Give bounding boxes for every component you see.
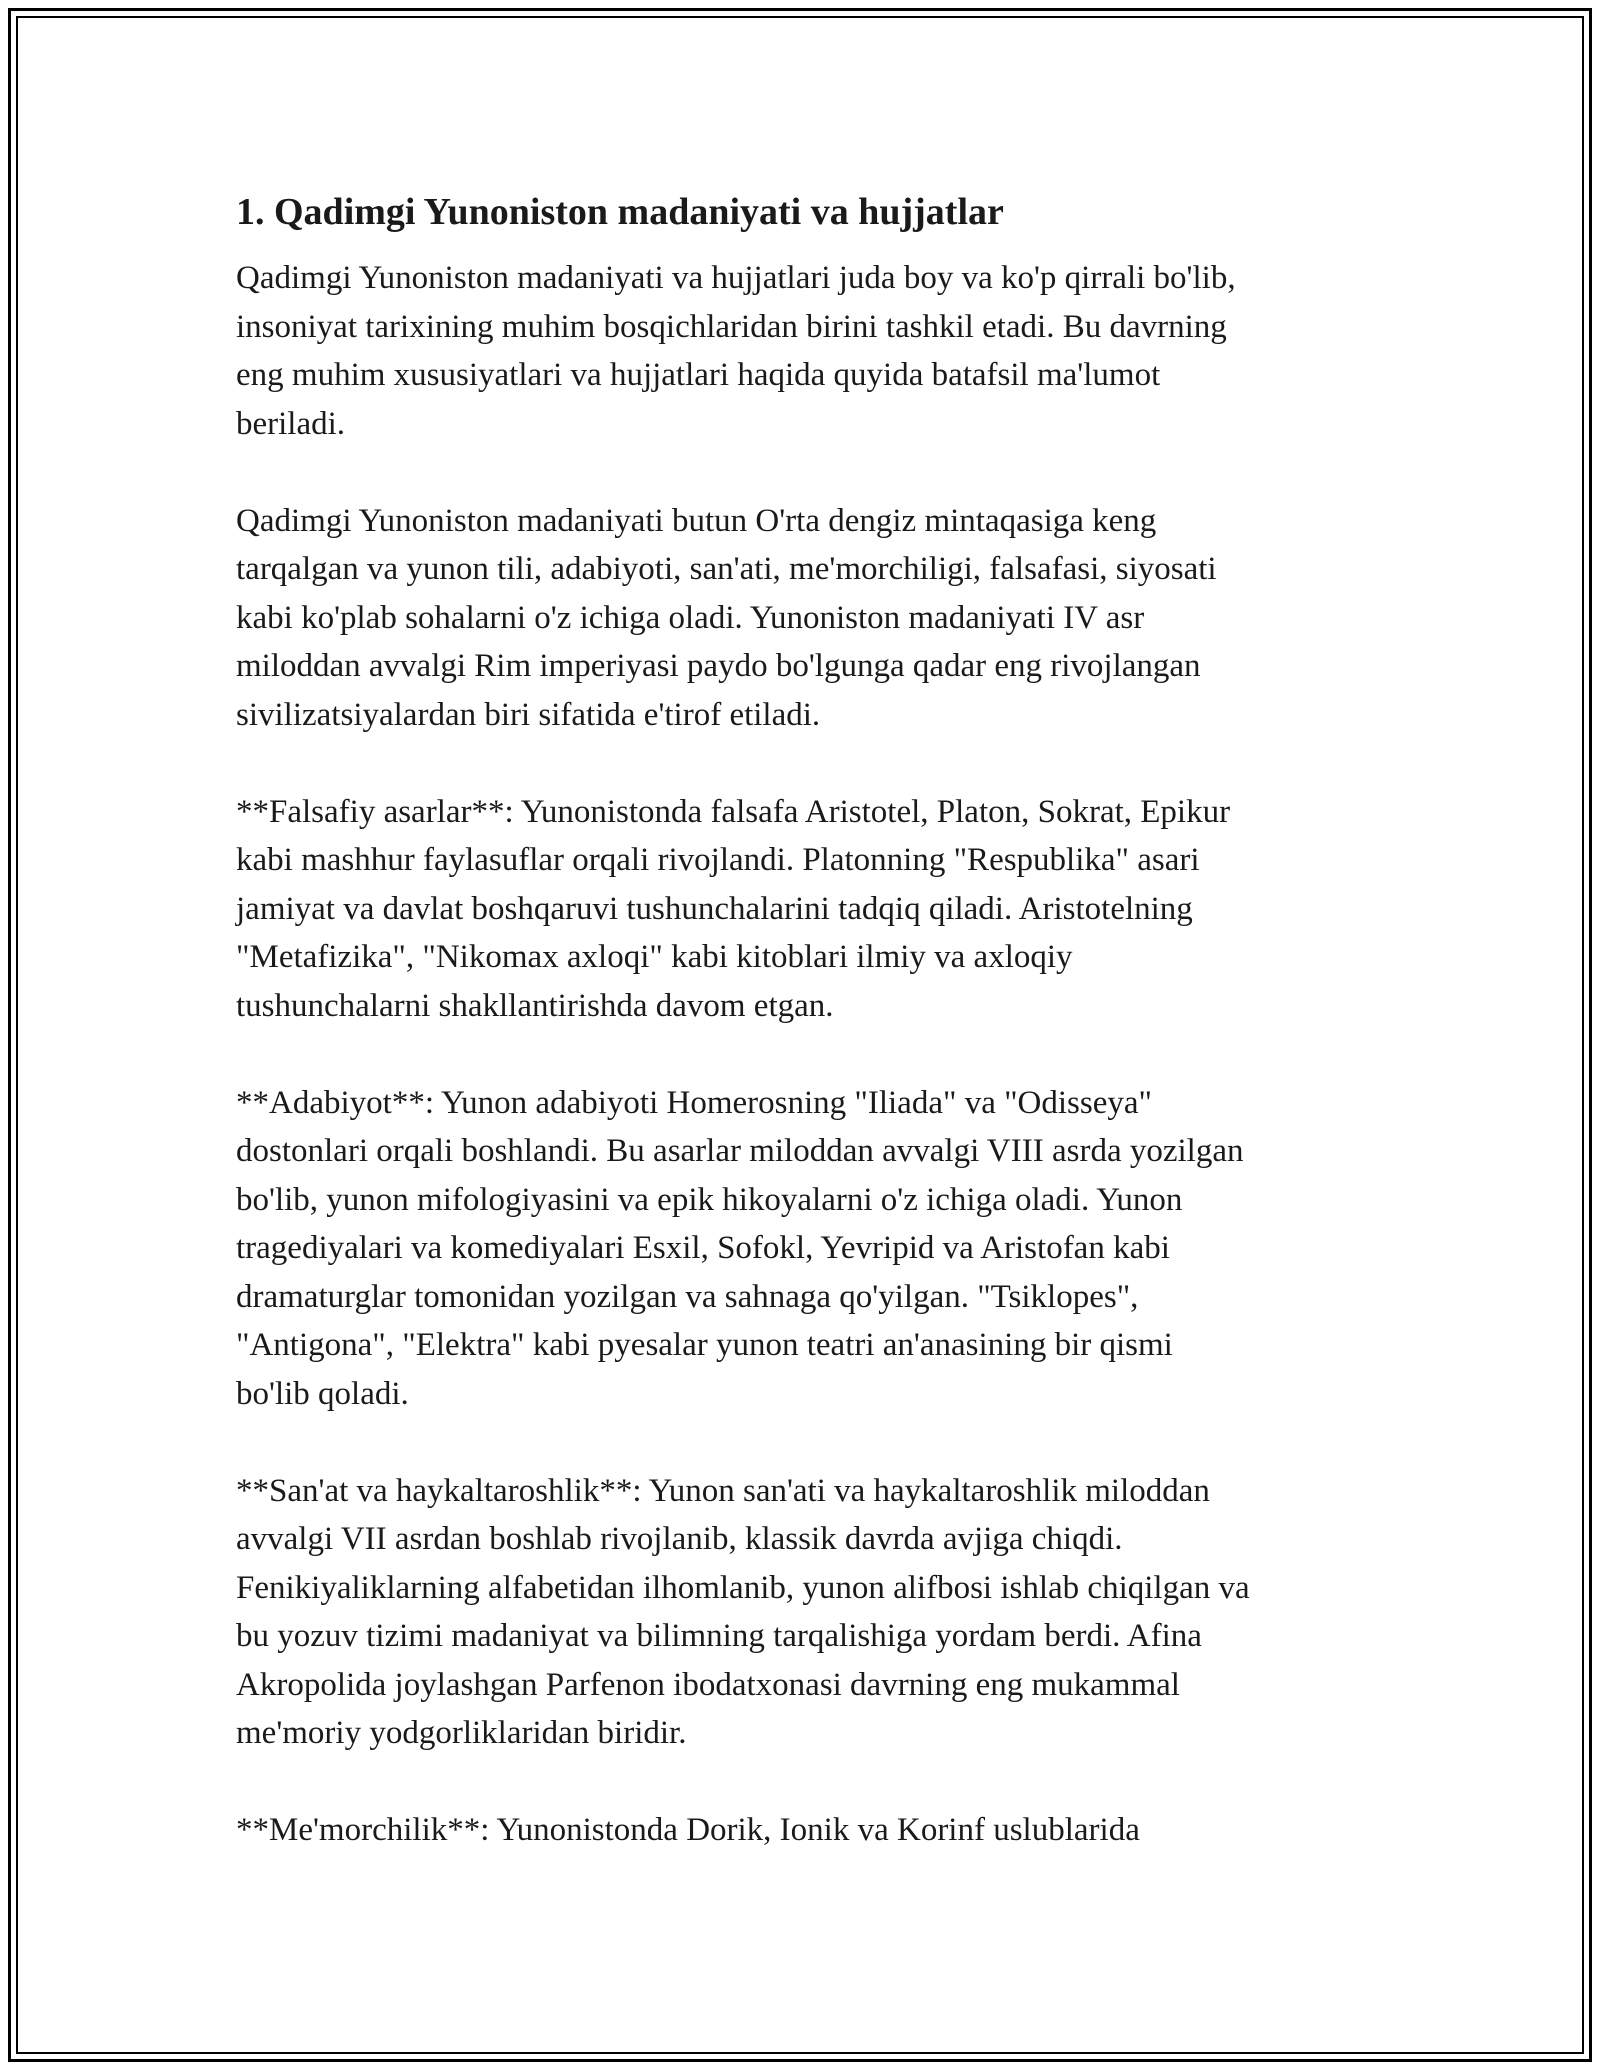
paragraph-literature xyxy=(236,1079,1376,1419)
text-line: me'moriy yodgorliklaridan biridir. xyxy=(236,1715,687,1751)
document-body xyxy=(236,186,1376,1903)
text-line: bo'lib qoladi. xyxy=(236,1375,409,1412)
section-heading: 1. Qadimgi Yunoniston madaniyati va hujjatlar xyxy=(236,191,1004,233)
text-line: Qadimgi Yunoniston madaniyati va hujjatlari juda boy va ko'p qirrali bo'lib, xyxy=(236,260,1236,296)
text-line: miloddan avvalgi Rim imperiyasi paydo bo'lgunga qadar eng rivojlangan xyxy=(236,648,1201,684)
text-line: Fenikiyaliklarning alfabetidan ilhomlanib, yunon alifbosi ishlab chiqilgan va xyxy=(236,1569,1250,1606)
text-line: insoniyat tarixining muhim bosqichlaridan birini tashkil etadi. Bu davrning xyxy=(236,308,1227,345)
text-line: **San'at va haykaltaroshlik**: Yunon san'ati va haykaltaroshlik miloddan xyxy=(236,1472,1210,1509)
text-line: avvalgi VII asrdan boshlab rivojlanib, klassik davrda avjiga chiqdi. xyxy=(236,1521,1123,1557)
text-line: **Adabiyot**: Yunon adabiyoti Homerosning "Iliada" va "Odisseya" xyxy=(236,1084,1153,1121)
text-line: **Me'morchilik**: Yunonistonda Dorik, Ionik va Korinf uslublarida xyxy=(236,1812,1140,1848)
text-line: tushunchalarni shakllantirishda davom etgan. xyxy=(236,987,834,1024)
paragraph-overview xyxy=(236,497,1376,740)
text-line: "Metafizika", "Nikomax axloqi" kabi kitoblari ilmiy va axloqiy xyxy=(236,939,1073,975)
paragraph-philosophy xyxy=(236,788,1376,1031)
text-line: tarqalgan va yunon tili, adabiyoti, san'ati, me'morchiligi, falsafasi, siyosati xyxy=(236,551,1217,587)
text-line: bo'lib, yunon mifologiyasini va epik hikoyalarni o'z ichiga oladi. Yunon xyxy=(236,1181,1183,1218)
text-line: kabi mashhur faylasuflar orqali rivojlandi. Platonning "Respublika" asari xyxy=(236,842,1200,878)
text-line: jamiyat va davlat boshqaruvi tushunchalarini tadqiq qiladi. Aristotelning xyxy=(236,890,1193,927)
text-line: eng muhim xususiyatlari va hujjatlari haqida quyida batafsil ma'lumot xyxy=(236,357,1161,393)
text-line: dostonlari orqali boshlandi. Bu asarlar miloddan avvalgi VIII asrda yozilgan xyxy=(236,1133,1244,1169)
paragraph-art xyxy=(236,1467,1376,1758)
text-line: tragediyalari va komediyalari Esxil, Sofokl, Yevripid va Aristofan kabi xyxy=(236,1230,1170,1266)
text-line: kabi ko'plab sohalarni o'z ichiga oladi. Yunoniston madaniyati IV asr xyxy=(236,599,1145,636)
text-line: Qadimgi Yunoniston madaniyati butun O'rta dengiz mintaqasiga keng xyxy=(236,502,1157,539)
paragraph-intro xyxy=(236,254,1376,448)
text-line: dramaturglar tomonidan yozilgan va sahnaga qo'yilgan. "Tsiklopes", xyxy=(236,1278,1139,1315)
text-line: Akropolida joylashgan Parfenon ibodatxonasi davrning eng mukammal xyxy=(236,1666,1180,1703)
text-line: "Antigona", "Elektra" kabi pyesalar yunon teatri an'anasining bir qismi xyxy=(236,1327,1173,1363)
text-line: beriladi. xyxy=(236,405,346,442)
text-line: sivilizatsiyalardan biri sifatida e'tirof etiladi. xyxy=(236,696,821,733)
paragraph-architecture xyxy=(236,1806,1376,1855)
text-line: **Falsafiy asarlar**: Yunonistonda falsafa Aristotel, Platon, Sokrat, Epikur xyxy=(236,793,1231,830)
text-line: bu yozuv tizimi madaniyat va bilimning tarqalishiga yordam berdi. Afina xyxy=(236,1618,1202,1654)
